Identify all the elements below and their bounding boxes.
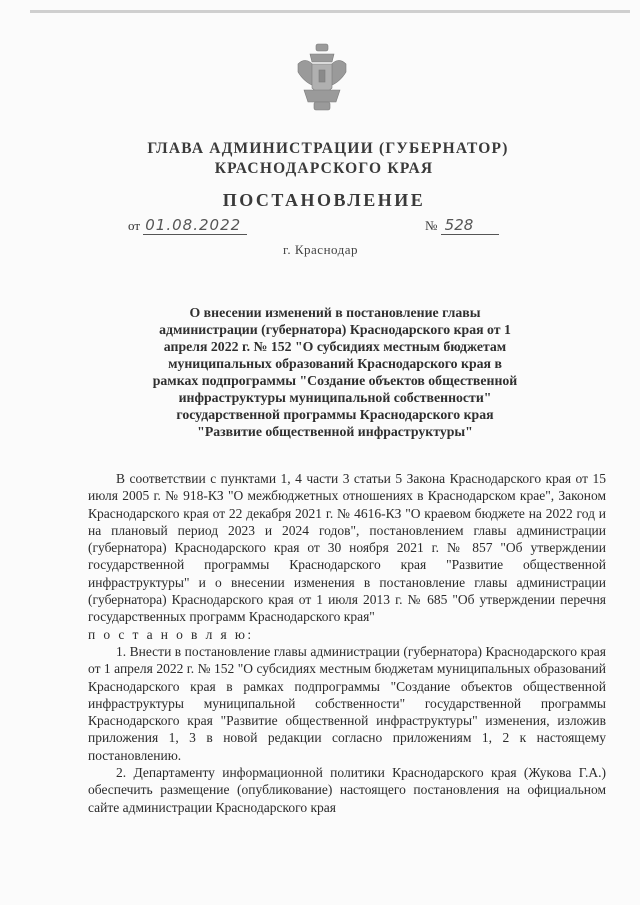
authority-title-line2: КРАСНОДАРСКОГО КРАЯ	[214, 160, 434, 177]
number-prefix: №	[425, 218, 438, 233]
document-type: ПОСТАНОВЛЕНИЕ	[222, 190, 426, 210]
coat-of-arms-icon	[296, 42, 348, 112]
item-1-paragraph: 1. Внести в постановление главы администрации (губернатора) Краснодарского края от 1 апреля 2022 г. № 152 "О субсидиях местным бюджетам муниципальных образований Краснодарского края в рамках подпрограммы "Создание объектов общественной инфраструктуры муниципальной собственности" государственной программы Краснодарского края "Развитие общественной инфраструктуры" изменения, изложив приложения 1, 3 в новой редакции согласно приложениям 1, 2 к настоящему постановлению.	[88, 643, 606, 763]
date-value: 01.08.2022	[143, 216, 247, 235]
document-body	[88, 470, 606, 816]
date-line	[128, 216, 247, 234]
city: г. Краснодар	[283, 242, 359, 257]
number-value: 528	[441, 216, 500, 235]
scan-top-edge	[30, 10, 630, 13]
number-line	[425, 216, 499, 234]
document-subject: О внесении изменений в постановление главы администрации (губернатора) Краснодарского края от 1 апреля 2022 г. № 152 "О субсидиях местным бюджетам муниципальных образований Краснодарского края в рамках подпрограммы "Создание объектов общественной инфраструктуры муниципальной собственности" государственной программы Краснодарского края "Развитие общественной инфраструктуры"	[152, 305, 518, 439]
item-2-paragraph: 2. Департаменту информационной политики Краснодарского края (Жукова Г.А.) обеспечить размещение (опубликование) настоящего постановления на официальном сайте администрации Краснодарского края	[88, 765, 606, 815]
preamble-paragraph: В соответствии с пунктами 1, 4 части 3 статьи 5 Закона Краснодарского края от 15 июля 2005 г. № 918-КЗ "О межбюджетных отношениях в Краснодарском крае", Законом Краснодарского края от 22 декабря 2021 г. № 4616-КЗ "О краевом бюджете на 2022 год и на плановый период 2023 и 2024 годов", постановлением главы администрации (губернатора) Краснодарского края от 30 ноября 2021 г. № 857 "Об утверждении государственной программы Краснодарского края "Развитие общественной инфраструктуры" и о внесении изменения в постановление главы администрации (губернатора) Краснодарского края от 1 июля 2013 г. № 685 "Об утверждении перечня государственных программ Краснодарского края"	[88, 471, 606, 625]
date-prefix: от	[128, 218, 141, 233]
authority-title-line1: ГЛАВА АДМИНИСТРАЦИИ (ГУБЕРНАТОР)	[147, 140, 509, 157]
decree-word: п о с т а н о в л я ю:	[88, 626, 254, 642]
